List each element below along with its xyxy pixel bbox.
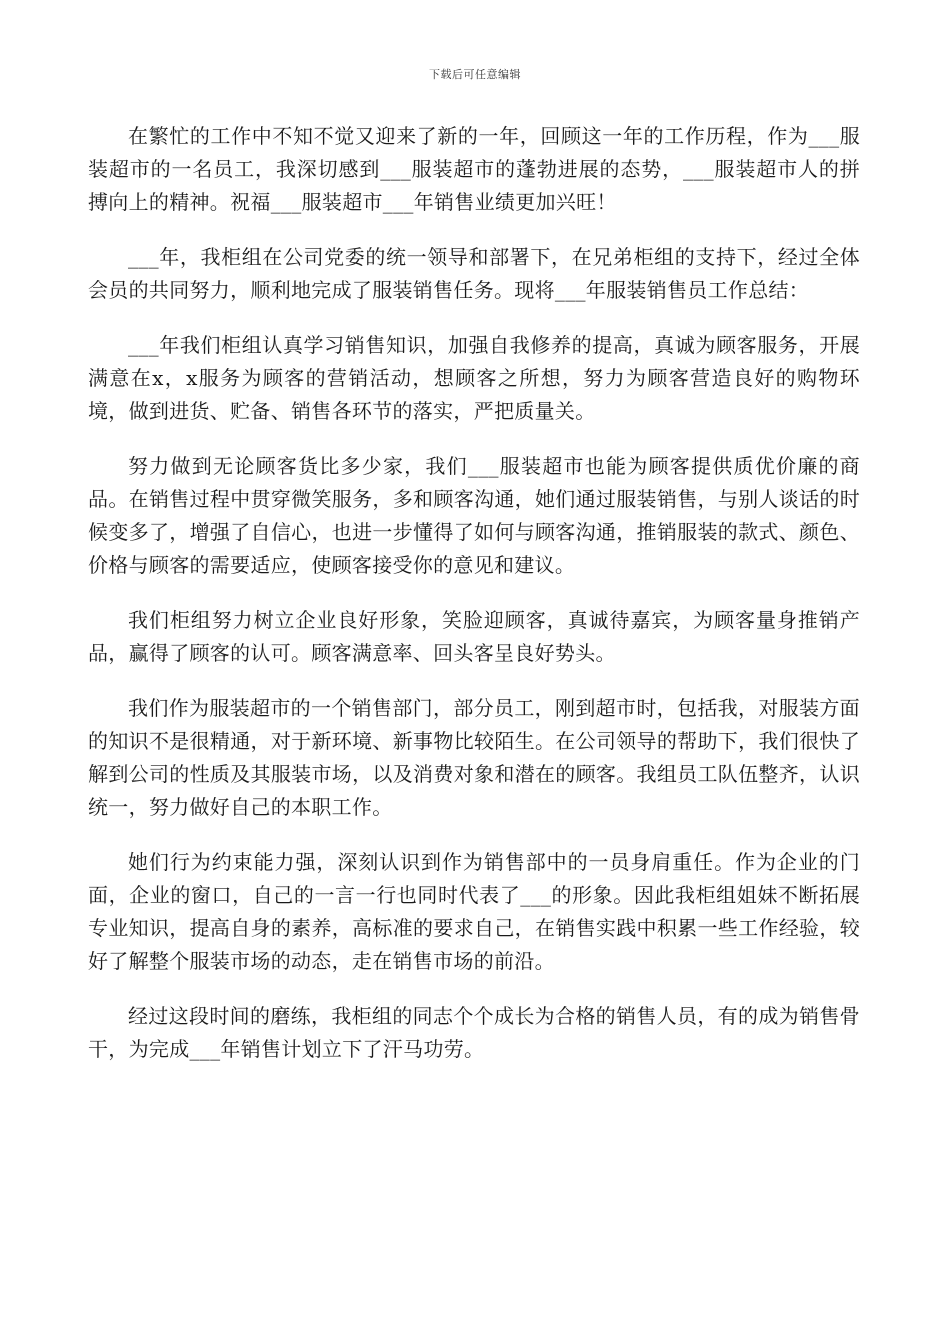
paragraph-6: 我们作为服装超市的一个销售部门，部分员工，刚到超市时，包括我，对服装方面的知识不是很精通，对于新环境、新事物比较陌生。在公司领导的帮助下，我们很快了解到公司的性质及其服装市场，以及消费对象和潜在的顾客。我组员工队伍整齐，认识统一，努力做好自己的本职工作。	[88, 696, 860, 819]
paragraph-3: ___年我们柜组认真学习销售知识，加强自我修养的提高，真诚为顾客服务，开展满意在x，x服务为顾客的营销活动，想顾客之所想，努力为顾客营造良好的购物环境，做到进货、贮备、销售各环节的落实，严把质量关。	[88, 333, 860, 423]
paragraph-1: 在繁忙的工作中不知不觉又迎来了新的一年，回顾这一年的工作历程，作为___服装超市的一名员工，我深切感到___服装超市的蓬勃进展的态势，___服装超市人的拼搏向上的精神。祝福___服装超市___年销售业绩更加兴旺！	[88, 124, 860, 214]
paragraph-4: 努力做到无论顾客货比多少家，我们___服装超市也能为顾客提供质优价廉的商品。在销售过程中贯穿微笑服务，多和顾客沟通，她们通过服装销售，与别人谈话的时候变多了，增强了自信心，也进一步懂得了如何与顾客沟通，推销服装的款式、颜色、价格与顾客的需要适应，使顾客接受你的意见和建议。	[88, 454, 860, 577]
paragraph-7: 她们行为约束能力强，深刻认识到作为销售部中的一员身肩重任。作为企业的门面，企业的窗口，自己的一言一行也同时代表了___的形象。因此我柜组姐妹不断拓展专业知识，提高自身的素养，高标准的要求自己，在销售实践中积累一些工作经验，较好了解整个服装市场的动态，走在销售市场的前沿。	[88, 850, 860, 973]
page-header: 下载后可任意编辑	[429, 68, 521, 81]
paragraph-2: ___年，我柜组在公司党委的统一领导和部署下，在兄弟柜组的支持下，经过全体会员的共同努力，顺利地完成了服装销售任务。现将___年服装销售员工作总结：	[88, 245, 860, 302]
document-body	[88, 120, 860, 1088]
paragraph-5: 我们柜组努力树立企业良好形象，笑脸迎顾客，真诚待嘉宾，为顾客量身推销产品，赢得了顾客的认可。顾客满意率、回头客呈良好势头。	[88, 608, 860, 665]
paragraph-8: 经过这段时间的磨练，我柜组的同志个个成长为合格的销售人员，有的成为销售骨干，为完成___年销售计划立下了汗马功劳。	[88, 1004, 860, 1061]
